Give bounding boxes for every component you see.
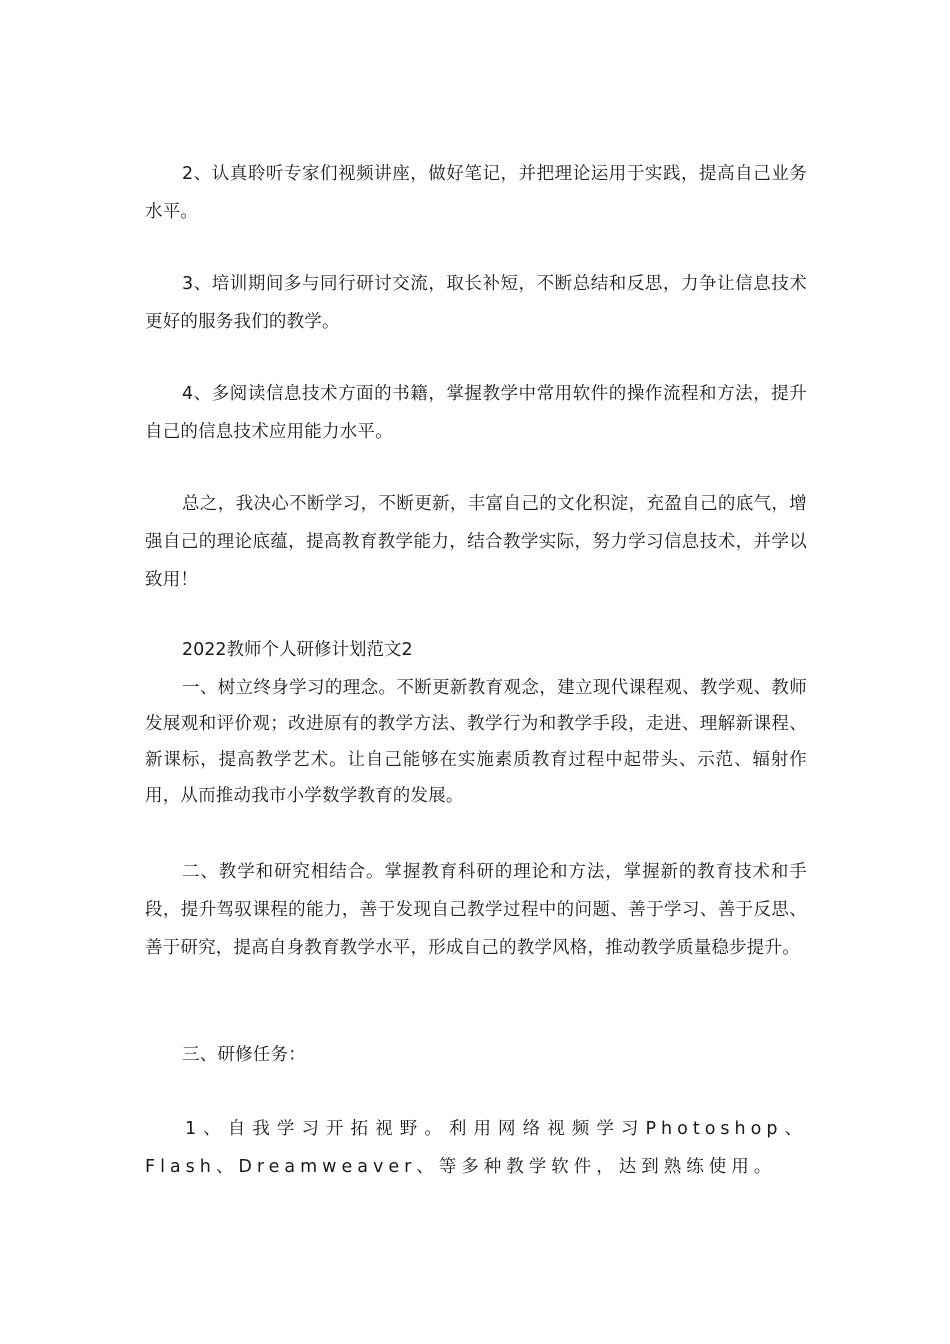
paragraph-item-3: 3、培训期间多与同行研讨交流，取长补短，不断总结和反思，力争让信息技术更好的服务我们的教学。: [145, 274, 807, 332]
section-paragraph-3: 三、研修任务：: [182, 1045, 306, 1065]
section-paragraph-2: 二、教学和研究相结合。掌握教育科研的理论和方法，掌握新的教育技术和手段，提升驾驭课程的能力，善于发现自己教学过程中的问题、善于学习、善于反思、善于研究，提高自身教育教学水平，形成自己的教学风格，推动教学质量稳步提升。: [145, 862, 807, 958]
section-paragraph-1: 一、树立终身学习的理念。不断更新教育观念，建立现代课程观、教学观、教师发展观和评价观；改进原有的教学方法、教学行为和教学手段，走进、理解新课程、新课标，提高教学艺术。让自己能够在实施素质教育过程中起带头、示范、辐射作用，从而推动我市小学数学教育的发展。: [145, 678, 807, 806]
section-paragraph-4: 1、自我学习开拓视野。利用网络视频学习Photoshop、Flash、Dreamweaver、等多种教学软件，达到熟练使用。: [145, 1119, 807, 1177]
paragraph-item-4: 4、多阅读信息技术方面的书籍，掌握教学中常用软件的操作流程和方法，提升自己的信息技术应用能力水平。: [145, 384, 807, 442]
paragraph-item-2: 2、认真聆听专家们视频讲座，做好笔记，并把理论运用于实践，提高自己业务水平。: [145, 164, 807, 222]
paragraph-conclusion: 总之，我决心不断学习，不断更新，丰富自己的文化积淀，充盈自己的底气，增强自己的理论底蕴，提高教育教学能力，结合教学实际，努力学习信息技术，并学以致用！: [145, 494, 807, 590]
section-title: 2022教师个人研修计划范文2: [182, 640, 413, 660]
